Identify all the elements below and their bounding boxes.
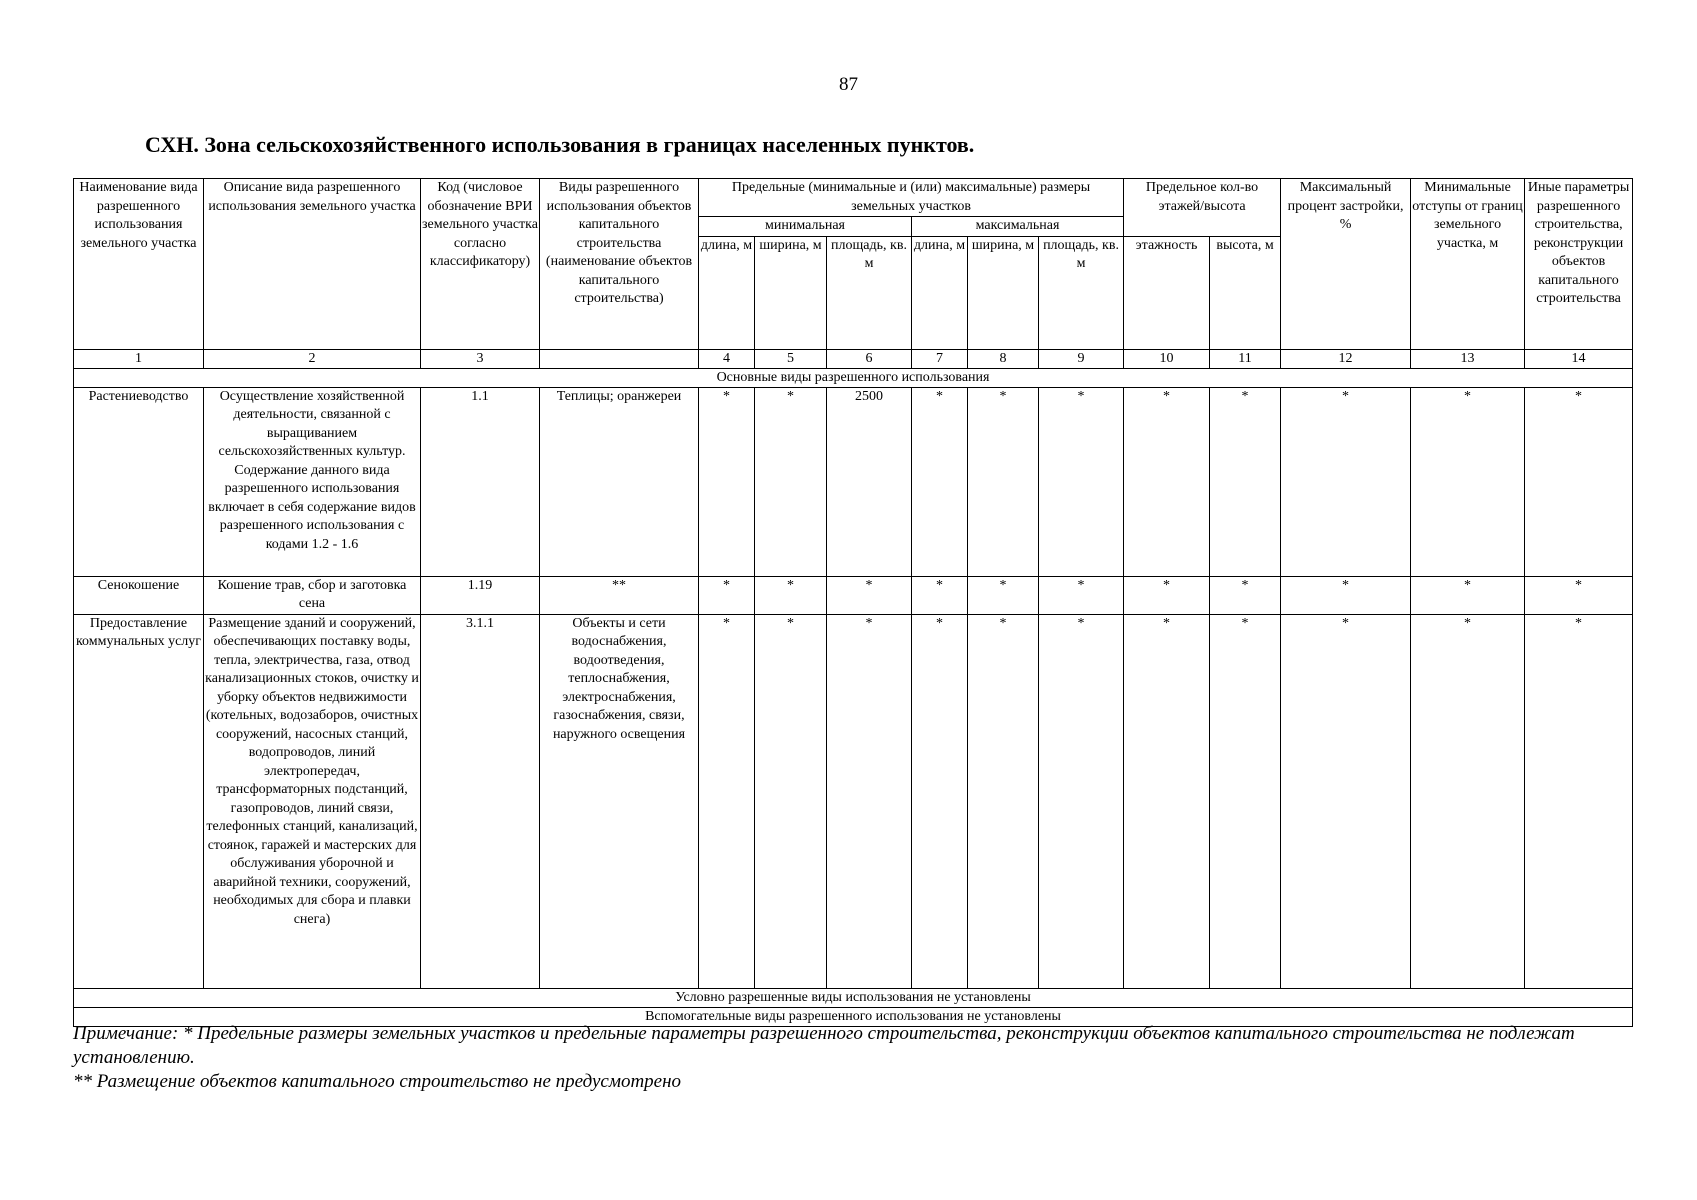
cell-min-length: * (699, 387, 755, 576)
cell-min-length: * (699, 576, 755, 614)
cell-description: Осуществление хозяйственной деятельности, связанной с выращиванием сельскохозяйственных культур. Содержание данного вида разрешенного использования включает в себя содержание видов разрешенного использования с кодами 1.2 - 1.6 (204, 387, 421, 576)
section-auxiliary-uses: Вспомогательные виды разрешенного использования не установлены (74, 1007, 1633, 1026)
header-row (74, 179, 1633, 217)
table-row (74, 387, 1633, 576)
cell-height: * (1210, 387, 1281, 576)
header-min-length: длина, м (699, 236, 755, 349)
column-number: 6 (827, 349, 912, 368)
cell-height: * (1210, 614, 1281, 988)
page-number: 87 (839, 74, 858, 95)
cell-max-width: * (968, 614, 1039, 988)
cell-min-area: 2500 (827, 387, 912, 576)
column-number: 3 (421, 349, 540, 368)
column-number (540, 349, 699, 368)
footnote-secondary: ** Размещение объектов капитального строительство не предусмотрено (73, 1071, 682, 1092)
section-main-uses: Основные виды разрешенного использования (74, 368, 1633, 387)
cell-max-width: * (968, 387, 1039, 576)
cell-name: Растениеводство (74, 387, 204, 576)
cell-max-length: * (912, 576, 968, 614)
cell-max-length: * (912, 614, 968, 988)
column-number: 2 (204, 349, 421, 368)
header-max-group: максимальная (912, 217, 1124, 237)
header-name: Наименование вида разрешенного использования земельного участка (74, 179, 204, 350)
header-min-group: минимальная (699, 217, 912, 237)
table-row (74, 576, 1633, 614)
cell-code: 1.1 (421, 387, 540, 576)
header-max-width: ширина, м (968, 236, 1039, 349)
cell-floors: * (1124, 387, 1210, 576)
footnotes (73, 1022, 1632, 1094)
cell-min-width: * (755, 576, 827, 614)
cell-objects: Объекты и сети водоснабжения, водоотведения, теплоснабжения, электроснабжения, газоснабжения, связи, наружного освещения (540, 614, 699, 988)
header-floors: этажность (1124, 236, 1210, 349)
cell-max-length: * (912, 387, 968, 576)
cell-min-setbacks: * (1411, 576, 1525, 614)
cell-max-percent: * (1281, 614, 1411, 988)
cell-min-length: * (699, 614, 755, 988)
column-number: 1 (74, 349, 204, 368)
cell-max-area: * (1039, 614, 1124, 988)
header-max-length: длина, м (912, 236, 968, 349)
header-min-width: ширина, м (755, 236, 827, 349)
cell-min-width: * (755, 387, 827, 576)
column-number: 12 (1281, 349, 1411, 368)
section-row (74, 988, 1633, 1007)
cell-max-area: * (1039, 387, 1124, 576)
header-code: Код (числовое обозначение ВРИ земельного участка согласно классификатору) (421, 179, 540, 350)
section-row (74, 368, 1633, 387)
cell-code: 1.19 (421, 576, 540, 614)
cell-description: Кошение трав, сбор и заготовка сена (204, 576, 421, 614)
header-min-area: площадь, кв. м (827, 236, 912, 349)
cell-min-area: * (827, 614, 912, 988)
column-number: 4 (699, 349, 755, 368)
header-floors-group: Предельное кол-во этажей/высота (1124, 179, 1281, 237)
cell-max-percent: * (1281, 576, 1411, 614)
header-max-area: площадь, кв. м (1039, 236, 1124, 349)
cell-other-params: * (1525, 387, 1633, 576)
header-max-percent: Максимальный процент застройки, % (1281, 179, 1411, 350)
column-number: 8 (968, 349, 1039, 368)
cell-objects: ** (540, 576, 699, 614)
header-min-setbacks: Минимальные отступы от границ земельного участка, м (1411, 179, 1525, 350)
cell-name: Предоставление коммунальных услуг (74, 614, 204, 988)
header-other-params: Иные параметры разрешенного строительства, реконструкции объектов капитального строительства (1525, 179, 1633, 350)
cell-code: 3.1.1 (421, 614, 540, 988)
column-number: 10 (1124, 349, 1210, 368)
cell-other-params: * (1525, 614, 1633, 988)
cell-description: Размещение зданий и сооружений, обеспечивающих поставку воды, тепла, электричества, газа, отвод канализационных стоков, очистку и уборку объектов недвижимости (котельных, водозаборов, очистных сооружений, насосных станций, водопроводов, линий электропередач, трансформаторных подстанций, газопроводов, линий связи, телефонных станций, канализаций, стоянок, гаражей и мастерских для обслуживания уборочной и аварийной техники, сооружений, необходимых для сбора и плавки снега) (204, 614, 421, 988)
column-number: 7 (912, 349, 968, 368)
column-number: 11 (1210, 349, 1281, 368)
cell-name: Сенокошение (74, 576, 204, 614)
cell-min-width: * (755, 614, 827, 988)
cell-max-area: * (1039, 576, 1124, 614)
header-description: Описание вида разрешенного использования земельного участка (204, 179, 421, 350)
cell-max-percent: * (1281, 387, 1411, 576)
header-objects: Виды разрешенного использования объектов капитального строительства (наименование объектов капитального строительства) (540, 179, 699, 350)
column-number: 9 (1039, 349, 1124, 368)
table-row (74, 614, 1633, 988)
column-number: 13 (1411, 349, 1525, 368)
section-conditional-uses: Условно разрешенные виды использования не установлены (74, 988, 1633, 1007)
cell-other-params: * (1525, 576, 1633, 614)
cell-height: * (1210, 576, 1281, 614)
column-number: 5 (755, 349, 827, 368)
cell-max-width: * (968, 576, 1039, 614)
cell-min-area: * (827, 576, 912, 614)
page-title: СХН. Зона сельскохозяйственного использования в границах населенных пунктов. (145, 132, 975, 157)
header-sizes-group: Предельные (минимальные и (или) максимальные) размеры земельных участков (699, 179, 1124, 217)
cell-floors: * (1124, 614, 1210, 988)
cell-min-setbacks: * (1411, 614, 1525, 988)
cell-objects: Теплицы; оранжереи (540, 387, 699, 576)
header-height: высота, м (1210, 236, 1281, 349)
cell-floors: * (1124, 576, 1210, 614)
column-number: 14 (1525, 349, 1633, 368)
cell-min-setbacks: * (1411, 387, 1525, 576)
land-use-table (73, 178, 1633, 1027)
footnote-primary: Примечание: * Предельные размеры земельных участков и предельные параметры разрешенного строительства, реконструкции объектов капитального строительства не подлежат установлению. (73, 1023, 1575, 1068)
column-number-row (74, 349, 1633, 368)
